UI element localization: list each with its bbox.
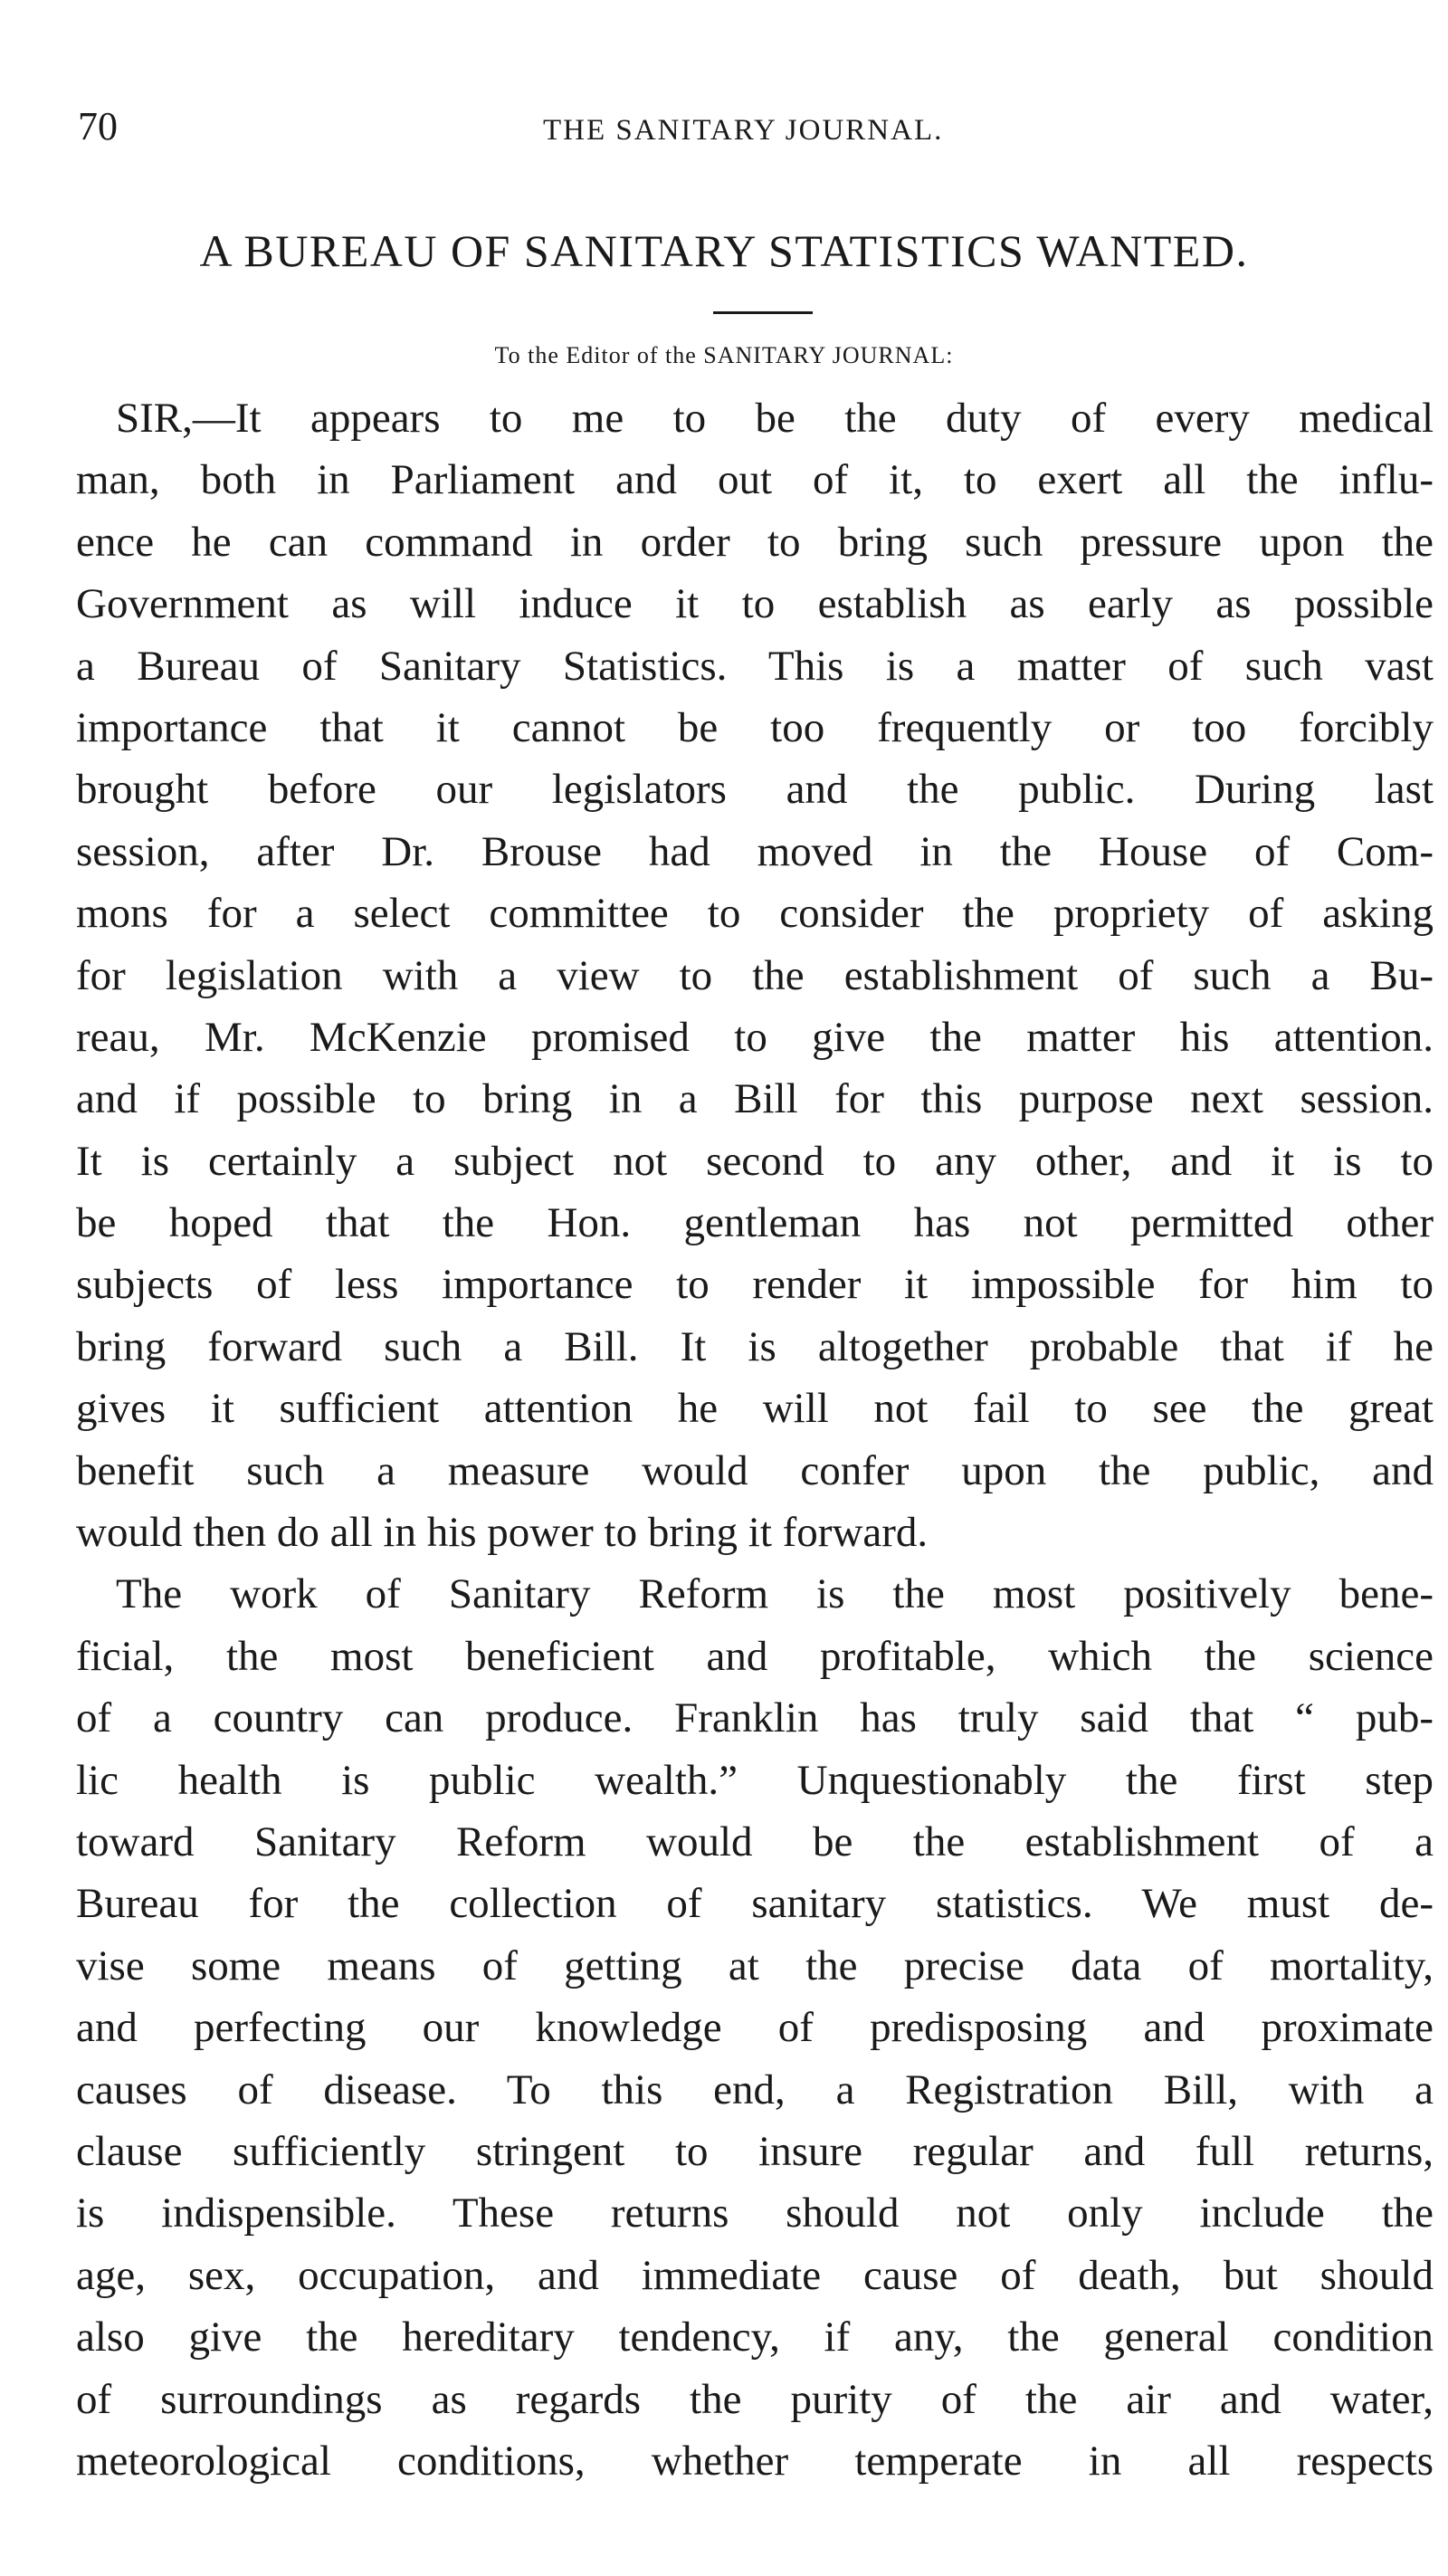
text-line: gives it sufficient attention he will not fail to see the great xyxy=(76,1385,1434,1433)
text-line: reau, Mr. McKenzie promised to give the matter his attention. xyxy=(76,1013,1434,1061)
text-line: It is certainly a subject not second to any other, and it is to xyxy=(76,1137,1434,1185)
text-line: SIR,—It appears to me to be the duty of every medical xyxy=(116,395,1434,442)
text-line: causes of disease. To this end, a Registration Bill, with a xyxy=(76,2066,1434,2113)
article-body xyxy=(76,387,1434,2492)
text-line: a Bureau of Sanitary Statistics. This is a matter of such vast xyxy=(76,642,1434,690)
text-line: ficial, the most beneficient and profitable, which the science xyxy=(76,1632,1434,1680)
title-rule xyxy=(713,311,813,314)
text-line: also give the hereditary tendency, if any, the general condition xyxy=(76,2314,1434,2361)
text-line: Bureau for the collection of sanitary statistics. We must de- xyxy=(76,1880,1434,1928)
text-line: lic health is public wealth.” Unquestionably the first step xyxy=(76,1756,1434,1804)
text-line: be hoped that the Hon. gentleman has not permitted other xyxy=(76,1199,1434,1247)
text-line: of a country can produce. Franklin has truly said that “ pub- xyxy=(76,1694,1434,1742)
article-title: A BUREAU OF SANITARY STATISTICS WANTED. xyxy=(199,225,1249,276)
page-number: 70 xyxy=(78,104,118,148)
text-line: brought before our legislators and the public. During last xyxy=(76,766,1434,814)
text-line: bring forward such a Bill. It is altogether probable that if he xyxy=(76,1322,1434,1370)
text-line: of surroundings as regards the purity of the air and water, xyxy=(76,2375,1434,2423)
text-line: session, after Dr. Brouse had moved in the House of Com- xyxy=(76,827,1434,875)
text-line: toward Sanitary Reform would be the establishment of a xyxy=(76,1818,1434,1865)
text-line: benefit such a measure would confer upon the public, and xyxy=(76,1446,1434,1494)
text-line: and if possible to bring in a Bill for this purpose next session. xyxy=(76,1075,1434,1123)
text-line: and perfecting our knowledge of predisposing and proximate xyxy=(76,2004,1434,2052)
text-line: is indispensible. These returns should not only include the xyxy=(76,2190,1434,2237)
text-line: man, both in Parliament and out of it, to exert all the influ- xyxy=(76,456,1434,504)
text-line: age, sex, occupation, and immediate cause of death, but should xyxy=(76,2251,1434,2299)
text-line: The work of Sanitary Reform is the most positively bene- xyxy=(116,1570,1434,1618)
text-line: meteorological conditions, whether temperate in all respects xyxy=(76,2437,1434,2485)
salutation: To the Editor of the SANITARY JOURNAL: xyxy=(494,342,954,368)
running-head: THE SANITARY JOURNAL. xyxy=(543,114,944,147)
text-line: mons for a select committee to consider the propriety of asking xyxy=(76,890,1434,938)
text-line: ence he can command in order to bring such pressure upon the xyxy=(76,518,1434,566)
text-line: Government as will induce it to establish as early as possible xyxy=(76,580,1434,628)
text-line: importance that it cannot be too frequently or too forcibly xyxy=(76,703,1434,751)
text-line: subjects of less importance to render it impossible for him to xyxy=(76,1261,1434,1309)
text-line: for legislation with a view to the establishment of such a Bu- xyxy=(76,951,1434,999)
text-line: vise some means of getting at the precise data of mortality, xyxy=(76,1942,1434,1989)
text-line: would then do all in his power to bring it forward. xyxy=(76,1509,929,1557)
text-line: clause sufficiently stringent to insure regular and full returns, xyxy=(76,2127,1434,2175)
